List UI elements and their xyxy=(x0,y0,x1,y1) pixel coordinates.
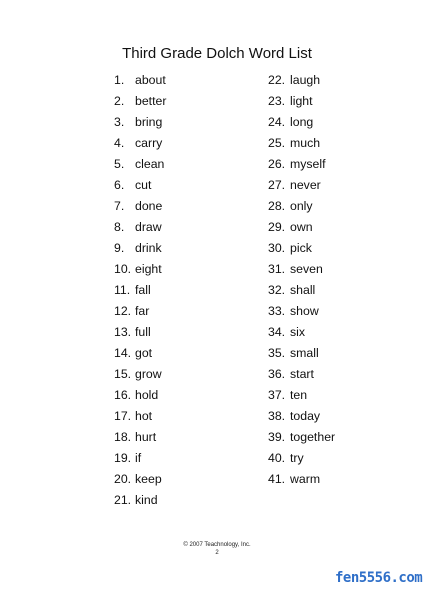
item-number: 40. xyxy=(268,451,286,465)
item-number: 18. xyxy=(114,430,132,444)
item-word: far xyxy=(135,304,150,318)
item-word: about xyxy=(135,73,166,87)
item-number: 38. xyxy=(268,409,286,423)
item-number: 11. xyxy=(114,283,131,297)
item-number: 33. xyxy=(268,304,286,318)
item-word: grow xyxy=(135,367,162,381)
item-number: 28. xyxy=(268,199,286,213)
item-word: bring xyxy=(135,115,163,129)
item-number: 24. xyxy=(268,115,286,129)
footer-page-number: 2 xyxy=(215,550,219,556)
item-number: 32. xyxy=(268,283,286,297)
item-word: seven xyxy=(290,262,323,276)
item-word: drink xyxy=(135,241,162,255)
item-word: eight xyxy=(135,262,162,276)
item-word: fall xyxy=(135,283,151,297)
item-number: 13. xyxy=(114,325,132,339)
item-word: hold xyxy=(135,388,159,402)
item-number: 36. xyxy=(268,367,286,381)
item-word: never xyxy=(290,178,321,192)
item-number: 2. xyxy=(114,94,125,108)
item-number: 37. xyxy=(268,388,286,402)
item-number: 12. xyxy=(114,304,132,318)
item-word: myself xyxy=(290,157,326,171)
item-number: 39. xyxy=(268,430,286,444)
item-word: today xyxy=(290,409,321,423)
item-number: 23. xyxy=(268,94,286,108)
item-number: 22. xyxy=(268,73,286,87)
item-word: long xyxy=(290,115,314,129)
item-number: 15. xyxy=(114,367,132,381)
item-number: 34. xyxy=(268,325,286,339)
watermark-graphic xyxy=(333,567,431,587)
item-number: 30. xyxy=(268,241,286,255)
item-word: start xyxy=(290,367,314,381)
item-number: 31. xyxy=(268,262,286,276)
item-word: carry xyxy=(135,136,163,150)
item-word: done xyxy=(135,199,163,213)
item-number: 41. xyxy=(268,472,286,486)
item-number: 16. xyxy=(114,388,132,402)
item-word: better xyxy=(135,94,167,108)
item-word: six xyxy=(290,325,306,339)
item-number: 1. xyxy=(114,73,125,87)
item-word: light xyxy=(290,94,313,108)
item-word: hurt xyxy=(135,430,157,444)
item-word: kind xyxy=(135,493,158,507)
item-number: 29. xyxy=(268,220,286,234)
item-word: own xyxy=(290,220,313,234)
item-number: 19. xyxy=(114,451,132,465)
watermark-text: fen5556.com xyxy=(335,570,423,586)
item-number: 20. xyxy=(114,472,132,486)
item-word: much xyxy=(290,136,321,150)
item-word: warm xyxy=(290,472,321,486)
item-number: 9. xyxy=(114,241,125,255)
item-word: draw xyxy=(135,220,162,234)
item-word: shall xyxy=(290,283,316,297)
item-number: 8. xyxy=(114,220,125,234)
footer-copyright: © 2007 Teachnology, Inc. xyxy=(183,542,251,548)
item-word: hot xyxy=(135,409,153,423)
item-word: laugh xyxy=(290,73,321,87)
item-number: 17. xyxy=(114,409,132,423)
watermark-logo xyxy=(333,567,431,587)
item-number: 35. xyxy=(268,346,286,360)
item-number: 27. xyxy=(268,178,286,192)
item-number: 14. xyxy=(114,346,132,360)
item-word: if xyxy=(135,451,142,465)
item-number: 10. xyxy=(114,262,132,276)
item-number: 3. xyxy=(114,115,125,129)
item-word: full xyxy=(135,325,151,339)
item-word: small xyxy=(290,346,319,360)
item-number: 7. xyxy=(114,199,125,213)
item-number: 4. xyxy=(114,136,125,150)
page-title: Third Grade Dolch Word List xyxy=(122,45,312,62)
item-word: got xyxy=(135,346,153,360)
item-number: 21. xyxy=(114,493,132,507)
item-number: 26. xyxy=(268,157,286,171)
item-number: 5. xyxy=(114,157,125,171)
item-word: together xyxy=(290,430,336,444)
item-word: ten xyxy=(290,388,308,402)
item-word: keep xyxy=(135,472,162,486)
item-number: 6. xyxy=(114,178,125,192)
item-word: try xyxy=(290,451,304,465)
item-word: clean xyxy=(135,157,165,171)
item-word: pick xyxy=(290,241,312,255)
item-word: show xyxy=(290,304,319,318)
item-word: only xyxy=(290,199,313,213)
item-number: 25. xyxy=(268,136,286,150)
item-word: cut xyxy=(135,178,152,192)
